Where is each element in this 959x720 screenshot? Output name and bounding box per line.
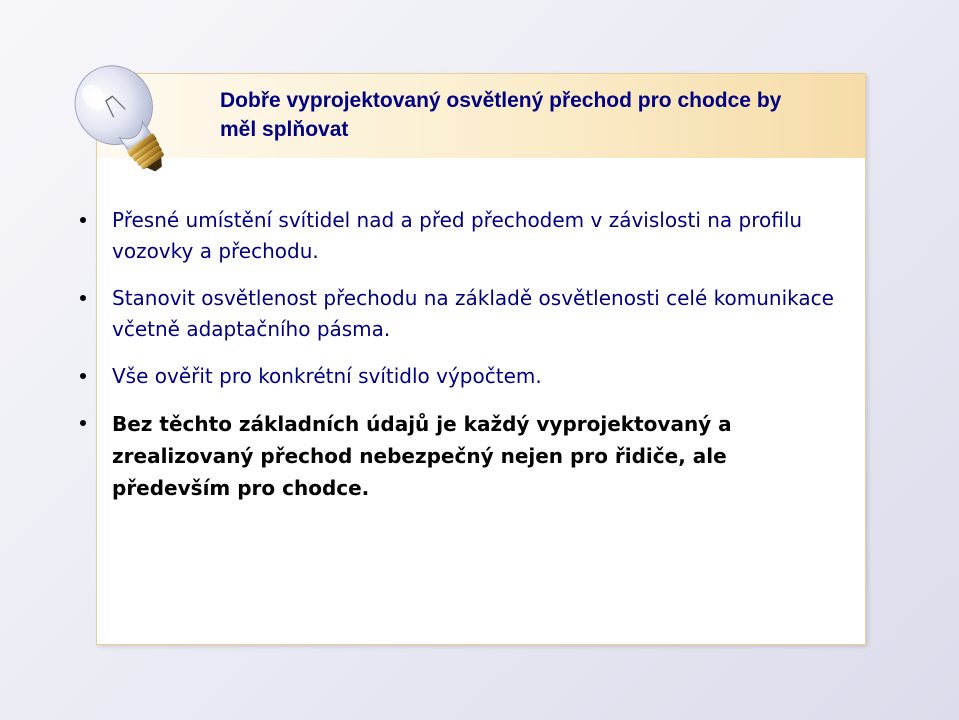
bullet-dot-icon bbox=[80, 373, 86, 379]
bullet-list bbox=[80, 205, 850, 520]
bullet-text: Bez těchto základních údajů je každý vyprojektovaný a zrealizovaný přechod nebezpečný nejen pro řidiče, ale především pro chodce. bbox=[112, 412, 732, 500]
bullet-text: Vše ověřit pro konkrétní svítidlo výpočtem. bbox=[112, 364, 542, 388]
bullet-text: Stanovit osvětlenost přechodu na základě osvětlenosti celé komunikace včetně adaptačního pásma. bbox=[112, 286, 834, 341]
bullet-item bbox=[80, 205, 850, 267]
bullet-dot-icon bbox=[80, 420, 86, 426]
bullet-dot-icon bbox=[80, 295, 86, 301]
bullet-item bbox=[80, 361, 850, 392]
bullet-item-emphasis bbox=[80, 408, 850, 504]
light-bulb-icon bbox=[58, 45, 208, 175]
bullet-text: Přesné umístění svítidel nad a před přechodem v závislosti na profilu vozovky a přechodu. bbox=[112, 208, 803, 263]
bullet-dot-icon bbox=[80, 217, 86, 223]
bullet-item bbox=[80, 283, 850, 345]
slide-title: Dobře vyprojektovaný osvětlený přechod pro chodce by měl splňovat bbox=[220, 89, 782, 141]
